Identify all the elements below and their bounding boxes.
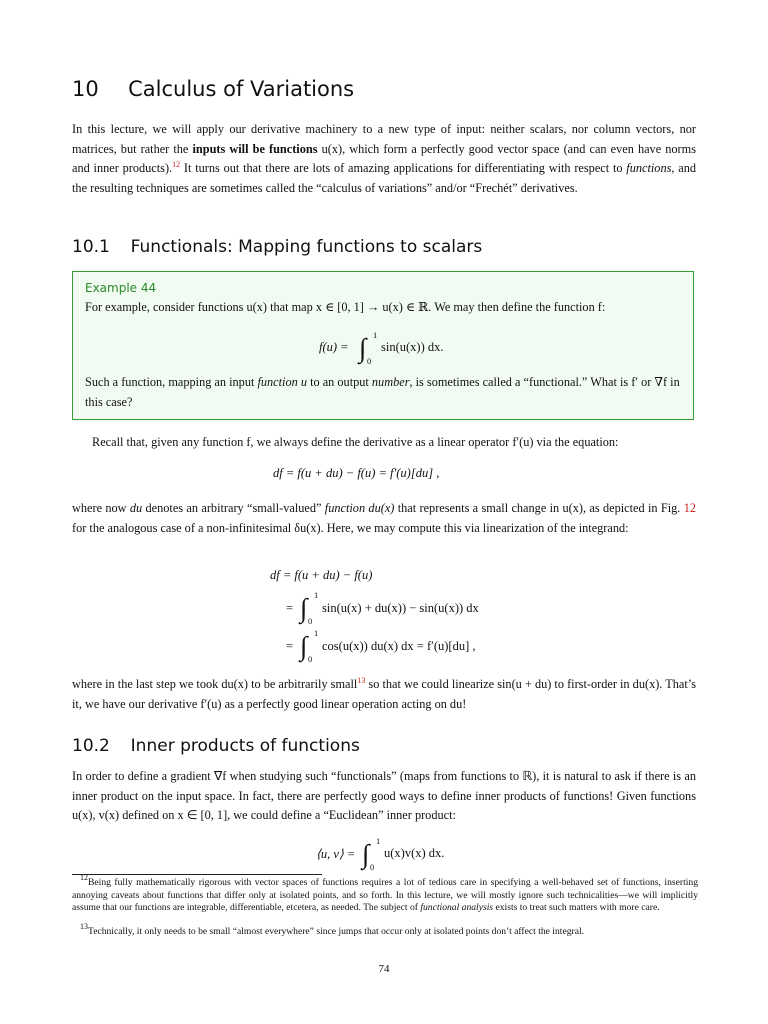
align-line-3: cos(u(x)) du(x) dx = f′(u)[du] , <box>322 639 476 653</box>
last-step-paragraph: where in the last step we took du(x) to be arbitrarily small$^{13}$ so that we could linearize sin(u + du) to first-order in du(x). That’s it, we have our derivative f′(u) as a perfectly good linear operation acting on du! <box>72 676 696 711</box>
page-number: 74 <box>378 963 390 975</box>
footnote-ref-12[interactable]: 12 <box>172 160 181 170</box>
intro-paragraph: In this lecture, we will apply our derivative machinery to a new type of input: neither scalars, nor column vectors, nor matrices, but rather the inputs will be functions u(x), which form a perfectly good vector space (and can even have norms and inner products).$^{12}$ It turns out that there are lots of amazing applications for differentiating with respect to functions, and the resulting techniques are sometimes called the “calculus of variations” and/or “Frechét” derivatives. <box>72 122 697 195</box>
example-label: Example 44 <box>85 281 157 295</box>
footnote-rule <box>72 874 322 875</box>
equation-inner-product: ⟨u, v⟩ = ∫ 1 0 u(x)v(x) dx. <box>316 836 445 872</box>
subsection-title: Inner products of functions <box>130 736 360 756</box>
equation-df: df = f(u + du) − f(u) = f′(u)[du] , <box>273 466 440 480</box>
aligned-equations: df = f(u + du) − f(u) = ∫ 1 0 sin(u(x) + du(x)) − sin(u(x)) dx = ∫ 1 0 cos(u(x)) du(x) dx = f′(u)[du] , <box>270 568 479 664</box>
section-heading <box>72 77 354 101</box>
figure-ref-12[interactable]: 12 <box>683 501 696 515</box>
subsection-number: 10.2 <box>72 736 110 756</box>
example-line-1: For example, consider functions u(x) that map x ∈ [0, 1] → u(x) ∈ ℝ. We may then define the function f: <box>85 300 606 314</box>
footnote-ref-13[interactable]: 13 <box>357 676 366 685</box>
footnote-12: $^{12}$Being fully mathematically rigorous with vector spaces of functions requires a lot of tedious care in specifying a well-behaved set of functions, inserting annoying caveats about functions that differ only at isolated points, and so forth. In this lecture, we will mostly ignore such technicalities—we will implicitly assume that our functions are integrable, differentiable, etcetera, as needed. The subject of functional analysis exists to treat such matters with more care. <box>72 873 698 914</box>
intro-bold: inputs will be functions <box>192 141 318 156</box>
example-line-2: Such a function, mapping an input function u to an output number, is sometimes called a “functional.” What is f′ or ∇f in this case? <box>85 375 680 409</box>
subsection-heading-10-1 <box>72 237 482 257</box>
section-title: Calculus of Variations <box>128 77 355 101</box>
align-line-2: sin(u(x) + du(x)) − sin(u(x)) dx <box>322 601 479 615</box>
subsection-heading-10-2 <box>72 736 360 756</box>
subsection-number: 10.1 <box>72 237 110 257</box>
align-line-1: df = f(u + du) − f(u) <box>270 568 373 582</box>
recall-paragraph: Recall that, given any function f, we always define the derivative as a linear operator f′(u) via the equation: <box>92 435 619 449</box>
example-equation: f(u) = ∫ 1 0 sin(u(x)) dx. <box>319 330 444 366</box>
example-box <box>72 271 694 420</box>
subsection-title: Functionals: Mapping functions to scalars <box>130 237 483 257</box>
where-paragraph: where now du denotes an arbitrary “small-valued” function du(x) that represents a small change in u(x), as depicted in Fig. 12 for the analogous case of a non-infinitesimal δu(x). Here, we may compute this via linearization of the integrand: <box>72 501 696 535</box>
section-number: 10 <box>72 77 99 101</box>
inner-product-paragraph: In order to define a gradient ∇f when studying such “functionals” (maps from functions to ℝ), it is natural to ask if there is an inner product on the input space. In fact, there are perfectly good ways to define inner products of functions! Given functions u(x), v(x) defined on x ∈ [0, 1], we could define a “Euclidean” inner product: <box>72 769 696 823</box>
footnote-13: $^{13}$Technically, it only needs to be small “almost everywhere” since jumps that occur only at isolated points don’t affect the integral. <box>80 922 585 937</box>
